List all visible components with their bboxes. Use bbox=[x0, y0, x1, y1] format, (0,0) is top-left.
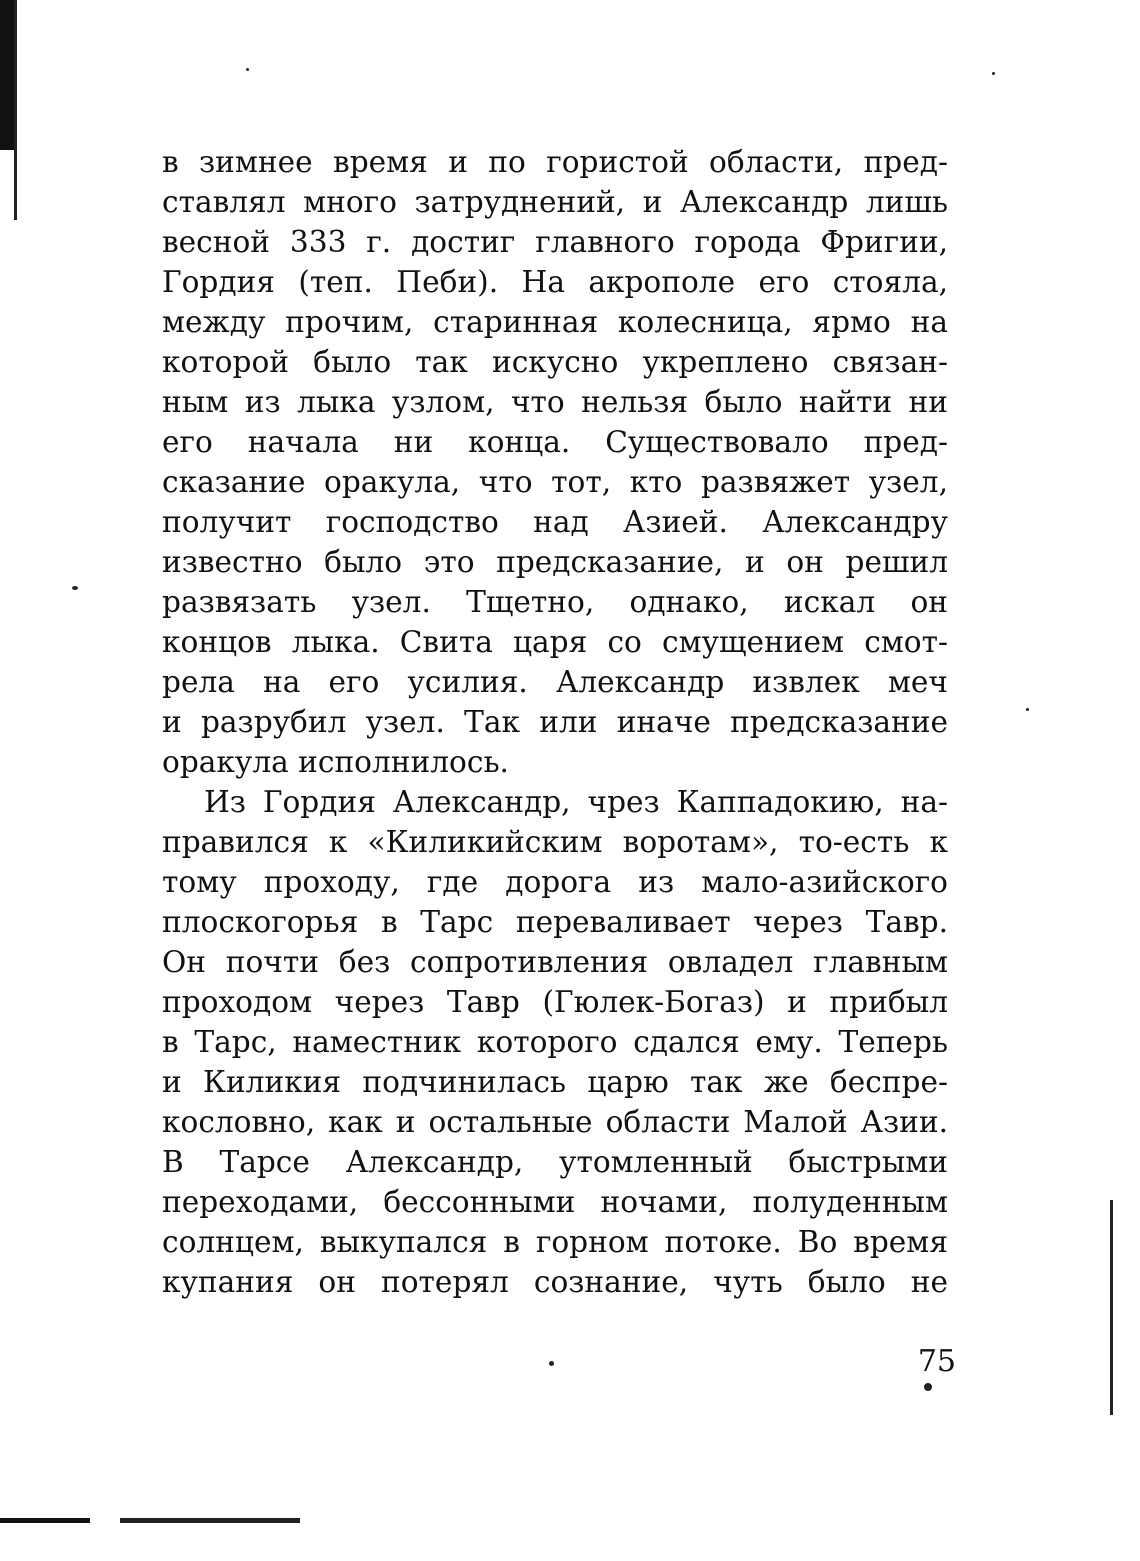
text-line: солнцем, выкупался в горном потоке. Во время bbox=[162, 1225, 948, 1259]
text-line: ставлял много затруднений, и Александр лишь bbox=[162, 185, 948, 219]
text-line: оракула исполнилось. bbox=[162, 745, 509, 779]
text-line: получит господство над Азией. Александру bbox=[162, 505, 948, 539]
text-line: тому проходу, где дорога из мало-азийского bbox=[162, 865, 948, 899]
text-line: правился к «Киликийским воротам», то-есть к bbox=[162, 825, 948, 859]
text-line: купания он потерял сознание, чуть было не bbox=[162, 1265, 948, 1299]
text-line: Из Гордия Александр, чрез Каппадокию, на- bbox=[204, 785, 948, 819]
scan-speck bbox=[72, 586, 78, 590]
scan-edge-bottom bbox=[0, 1518, 380, 1523]
text-line: в Тарс, наместник которого сдался ему. Теперь bbox=[162, 1025, 948, 1059]
scan-speck bbox=[992, 72, 995, 75]
text-line: В Тарсе Александр, утомленный быстрыми bbox=[162, 1145, 948, 1179]
paragraph bbox=[162, 782, 948, 1302]
text-line: известно было это предсказание, и он решил bbox=[162, 545, 948, 579]
scan-edge-right bbox=[1110, 1200, 1113, 1415]
page-number: 75 bbox=[917, 1344, 956, 1379]
text-line: переходами, бессонными ночами, полуденным bbox=[162, 1185, 948, 1219]
text-line: Гордия (теп. Пеби). На акрополе его стояла, bbox=[162, 265, 948, 299]
text-line: и разрубил узел. Так или иначе предсказание bbox=[162, 705, 948, 739]
page-text bbox=[162, 142, 948, 1302]
scan-edge-left-thin bbox=[14, 0, 17, 220]
text-line: плоскогорья в Тарс переваливает через Тавр. bbox=[162, 905, 948, 939]
text-line: кословно, как и остальные области Малой Азии. bbox=[162, 1105, 948, 1139]
text-line: ным из лыка узлом, что нельзя было найти ни bbox=[162, 385, 948, 419]
text-line: рела на его усилия. Александр извлек меч bbox=[162, 665, 948, 699]
text-line: проходом через Тавр (Гюлек-Богаз) и прибыл bbox=[162, 985, 948, 1019]
scan-speck bbox=[924, 1383, 932, 1391]
text-line: Он почти без сопротивления овладел главным bbox=[162, 945, 948, 979]
text-line: которой было так искусно укреплено связан- bbox=[162, 345, 948, 379]
text-line: сказание оракула, что тот, кто развяжет узел, bbox=[162, 465, 948, 499]
scan-speck bbox=[1026, 708, 1029, 711]
text-line: в зимнее время и по гористой области, пред- bbox=[162, 145, 948, 179]
paragraph bbox=[162, 142, 948, 782]
text-line: его начала ни конца. Существовало пред- bbox=[162, 425, 948, 459]
text-line: весной 333 г. достиг главного города Фригии, bbox=[162, 225, 948, 259]
scan-speck bbox=[549, 1361, 554, 1366]
text-line: развязать узел. Тщетно, однако, искал он bbox=[162, 585, 948, 619]
scan-edge-left bbox=[0, 0, 14, 150]
scan-speck bbox=[246, 68, 249, 71]
text-line: между прочим, старинная колесница, ярмо на bbox=[162, 305, 948, 339]
text-line: и Киликия подчинилась царю так же беспре- bbox=[162, 1065, 948, 1099]
text-line: концов лыка. Свита царя со смущением смот- bbox=[162, 625, 948, 659]
